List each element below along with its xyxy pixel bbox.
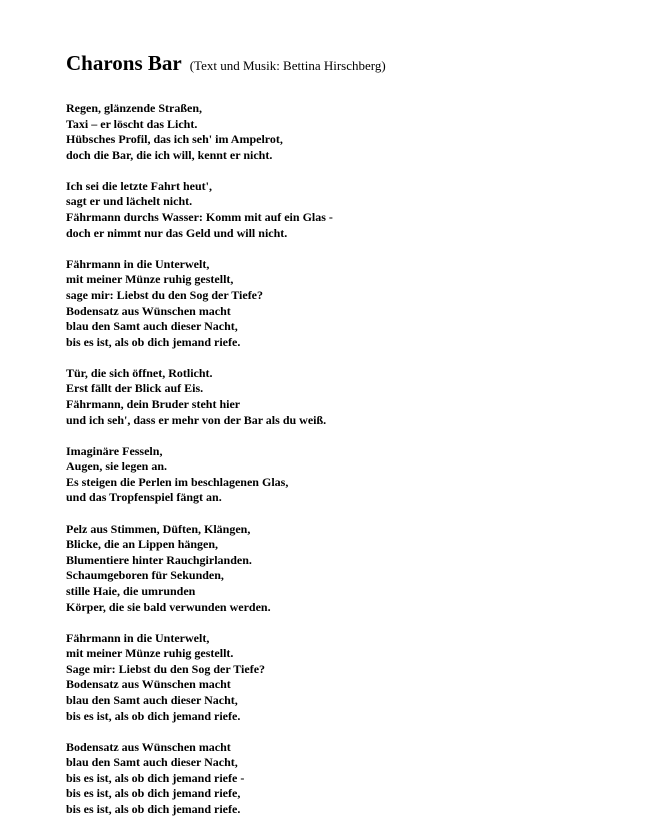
lyric-line: Fährmann durchs Wasser: Komm mit auf ein Glas - (66, 210, 333, 225)
lyric-line: blau den Samt auch dieser Nacht, (66, 693, 238, 707)
lyric-line: Sage mir: Liebst du den Sog der Tiefe? (66, 661, 266, 676)
lyric-line: Fährmann, dein Bruder steht hier (66, 397, 241, 411)
lyric-line: Hübsches Profil, das ich seh' im Ampelrot, (66, 132, 283, 147)
lyric-line: mit meiner Münze ruhig gestellt. (66, 646, 234, 661)
lyric-line: bis es ist, als ob dich jemand riefe - (66, 770, 245, 785)
lyric-line: blau den Samt auch dieser Nacht, (66, 755, 238, 770)
lyric-line: Taxi – er löscht das Licht. (66, 116, 198, 131)
lyric-line: sage mir: Liebst du den Sog der Tiefe? (66, 287, 264, 302)
lyric-line: sagt er und lächelt nicht. (66, 194, 193, 209)
lyric-line: Schaumgeboren für Sekunden, (66, 568, 224, 583)
lyric-line: doch er nimmt nur das Geld und will nicht. (66, 225, 288, 240)
lyric-line: Augen, sie legen an. (66, 459, 168, 474)
lyric-line: doch die Bar, die ich will, kennt er nicht. (66, 147, 273, 162)
lyric-line: Bodensatz aus Wünschen macht (66, 677, 231, 692)
stanza (66, 257, 646, 351)
lyric-line: bis es ist, als ob dich jemand riefe, (66, 786, 241, 801)
lyric-line: Erst fällt der Blick auf Eis. (66, 381, 204, 396)
stanza (66, 631, 646, 725)
lyric-line: und das Tropfenspiel fängt an. (66, 490, 222, 505)
lyric-line: Bodensatz aus Wünschen macht (66, 303, 231, 318)
lyric-line: Es steigen die Perlen im beschlagenen Glas, (66, 474, 289, 489)
lyric-line: bis es ist, als ob dich jemand riefe. (66, 334, 241, 349)
lyric-line: Bodensatz aus Wünschen macht (66, 739, 231, 754)
lyric-line: Fährmann in die Unterwelt, (66, 256, 210, 271)
lyric-line: Regen, glänzende Straßen, (66, 101, 202, 115)
stanza-list (66, 101, 646, 818)
stanza (66, 179, 646, 241)
song-title: Charons Bar (66, 51, 182, 75)
lyric-line: stille Haie, die umrunden (66, 583, 196, 598)
stanza (66, 444, 646, 506)
lyric-line: Tür, die sich öffnet, Rotlicht. (66, 365, 213, 380)
lyric-line: blau den Samt auch dieser Nacht, (66, 319, 238, 334)
lyric-line: bis es ist, als ob dich jemand riefe. (66, 802, 241, 817)
stanza (66, 101, 646, 163)
lyric-line: Körper, die sie bald verwunden werden. (66, 599, 271, 614)
lyric-line: Blicke, die an Lippen hängen, (66, 537, 219, 552)
stanza (66, 522, 646, 616)
lyric-line: und ich seh', dass er mehr von der Bar als du weiß. (66, 412, 327, 427)
lyric-line: Imaginäre Fesseln, (66, 443, 163, 458)
lyric-line: Ich sei die letzte Fahrt heut', (66, 178, 212, 193)
title-line (66, 50, 646, 79)
lyric-line: mit meiner Münze ruhig gestellt, (66, 272, 234, 287)
lyric-line: Fährmann in die Unterwelt, (66, 630, 210, 645)
lyric-line: bis es ist, als ob dich jemand riefe. (66, 708, 241, 723)
lyric-line: Pelz aus Stimmen, Düften, Klängen, (66, 521, 251, 536)
song-credits: (Text und Musik: Bettina Hirschberg) (189, 58, 386, 73)
stanza (66, 740, 646, 818)
lyrics-page (66, 50, 646, 833)
lyric-line: Blumentiere hinter Rauchgirlanden. (66, 552, 252, 567)
stanza (66, 366, 646, 428)
